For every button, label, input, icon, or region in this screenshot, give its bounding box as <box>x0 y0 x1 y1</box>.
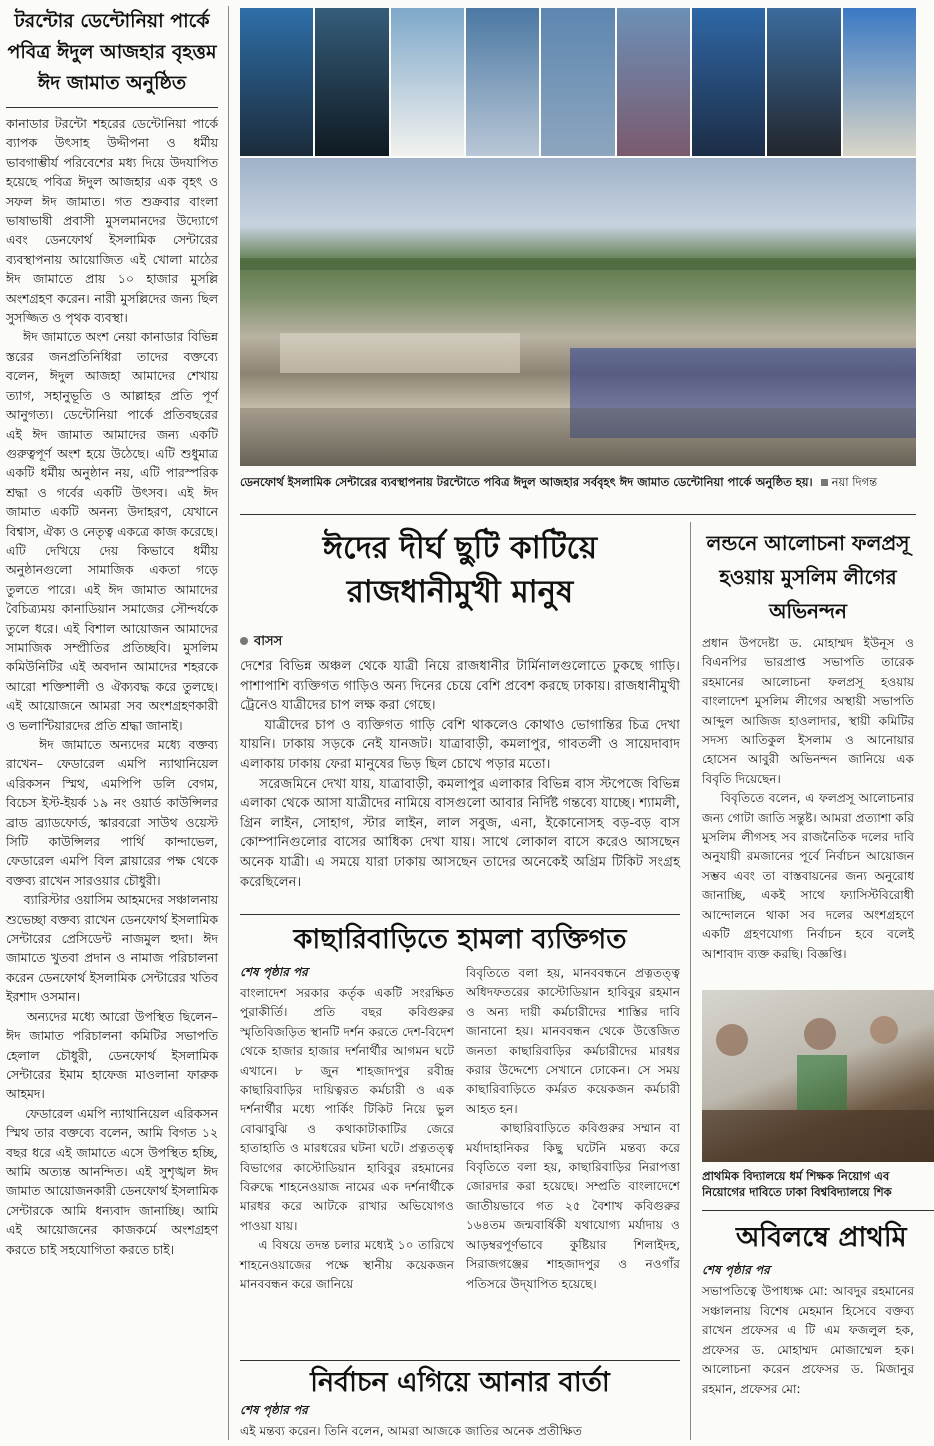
meeting-caption-line1: প্রাথমিক বিদ্যালয়ে ধর্ম শিক্ষক নিয়োগ এব <box>702 1169 890 1183</box>
meeting-caption-line2: নিয়োগের দাবিতে ঢাকা বিশ্ববিদ্যালয়ে শিক <box>702 1185 892 1199</box>
eid-byline: বাসস <box>254 634 283 649</box>
speakers-strip <box>240 8 916 156</box>
crowd-illustration <box>240 158 916 466</box>
speaker-photo <box>466 8 539 156</box>
eid-headline-line2: রাজধানীমুখী মানুষ <box>346 574 574 610</box>
meeting-photo <box>702 990 934 1162</box>
speaker-photo <box>617 8 690 156</box>
crowd-photo <box>240 158 916 466</box>
speaker-photo <box>315 8 388 156</box>
left-headline-rule <box>6 107 218 108</box>
column-divider <box>228 6 229 1440</box>
meeting-caption <box>702 1168 934 1200</box>
primary-headline: অবিলম্বে প্রাথমি <box>736 1222 907 1253</box>
left-article-headline: টরন্টোর ডেন্টোনিয়া পার্কে পবিত্র ঈদুল আজহার বৃহত্তম ঈদ জামাত অনুষ্ঠিত <box>7 10 217 94</box>
election-body: এই মন্তব্য করেন। তিনি বলেন, আমরা আজকে জাতির অনেক প্রতীক্ষিত <box>240 1424 583 1438</box>
speaker-photo <box>391 8 464 156</box>
eid-article <box>240 526 680 892</box>
bullet-square-icon <box>821 479 828 486</box>
eid-body: দেশের বিভিন্ন অঞ্চল থেকে যাত্রী নিয়ে রাজধানীর টার্মিনালগুলোতে ঢুকছে গাড়ি। পাশাপাশি ব্যক্তিগত গাড়িও অন্য দিনের চেয়ে বেশি প্রবেশ করছে ঢাকায়। রাজধানীমুখী ট্রেনেও যাত্রীদের চাপ লক্ষ করা গেছে। যাত্রীদের চাপ ও ব্যক্তিগত গাড়ি বেশি থাকলেও কোথাও ভোগান্তির চিত্র দেখা যায়নি। ঢাকায় সড়কে নেই যানজট। যাত্রাবাড়ী, কমলাপুর, গাবতলী ও সায়েদাবাদ এলাকায় ঢাকায় ফেরা মানুষের ভিড় ছিল চোখে পড়ার মতো। সরেজমিনে দেখা যায়, যাত্রাবাড়ী, কমলাপুর এলাকার বিভিন্ন বাস স্টপেজে বিভিন্ন এলাকা থেকে আসা যাত্রীদের নামিয়ে বাসগুলো আবার নির্দিষ্ট গন্তব্যে যাচ্ছে। শ্যামলী, গ্রিন লাইন, সোহাগ, স্টার লাইন, লাল সবুজ, এনা, ইকোনোসহ বড়-বড় বাস কোম্পানিগুলোর বাসের আধিক্য দেখা যায়। সাথে লোকাল বাসে করেও আসছেন অনেক যাত্রী। এ সময়ে যারা ঢাকায় আসছেন তাদের অনেকেই অগ্রিম টিকিট সংগ্রহ করেছিলেন। <box>240 659 680 890</box>
kachari-bottom-rule <box>240 1360 680 1361</box>
election-continued: শেষ পৃষ্ঠার পর <box>240 1403 308 1417</box>
election-article <box>240 1364 680 1440</box>
meeting-rule <box>702 1210 934 1211</box>
eid-bottom-rule <box>240 914 680 915</box>
speaker-photo <box>692 8 765 156</box>
eid-headline-line1: ঈদের দীর্ঘ ছুটি কাটিয়ে <box>322 530 598 566</box>
election-headline: নির্বাচন এগিয়ে আনার বার্তা <box>310 1367 610 1398</box>
speaker-photo <box>240 8 313 156</box>
meeting-illustration <box>702 990 934 1162</box>
top-photo <box>240 8 916 468</box>
caption-rule <box>240 514 916 515</box>
caption-text: ডেনফোর্থ ইসলামিক সেন্টারের ব্যবস্থাপনায় টরন্টোতে পবিত্র ঈদুল আজহার সর্ববৃহৎ ঈদ জামাত ডেন্টোনিয়া পার্কে অনুষ্ঠিত হয়। <box>240 475 813 489</box>
kachari-continued: শেষ পৃষ্ঠার পর <box>240 965 308 979</box>
speaker-photo <box>843 8 916 156</box>
photo-credit: নয়া দিগন্ত <box>831 475 878 489</box>
london-body: প্রধান উপদেষ্টা ড. মোহাম্মদ ইউনূস ও বিএনপির ভারপ্রাপ্ত সভাপতি তারেক রহমানের আলোচনা ফলপ্রসূ হওয়ায় বাংলাদেশ মুসলিম লীগের অস্থায়ী সভাপতি আব্দুল আজিজ হাওলাদার, স্থায়ী কমিটির সদস্য আতিকুল ইসলাম ও আনোয়ার হোসেন আবুরী অভিনন্দন জানিয়ে এক বিবৃতি দিয়েছেন। বিবৃতিতে বলেন, এ ফলপ্রসূ আলোচনার জন্য গোটা জাতি সন্তুষ্ট। আমরা প্রত্যাশা করি মুসলিম লীগসহ সব রাজনৈতিক দলের দাবি অনুযায়ী রমজানের পূর্বে নির্বাচন আয়োজন সম্ভব এবং তা বাস্তবায়নের জন্য অনুরোধ জানাচ্ছি, একই সাথে ফ্যাসিস্টবিরোধী আন্দোলনে থাকা সব দলের অংশগ্রহণে একটি গ্রহণযোগ্য নির্বাচন হবে বলেই আশাবাদ ব্যক্ত করছি। বিজ্ঞপ্তি। <box>702 636 914 961</box>
kachari-col2: বিবৃতিতে বলা হয়, মানববন্ধনে প্রত্নতত্ত্ব অধিদফতরের কাস্টোডিয়ান হাবিবুর রহমান ও অন্য দায়ী কর্মচারীদের শাস্তির দাবি জানানো হয়। মানববন্ধন থেকে উত্তেজিত জনতা কাছারিবাড়ির কর্মচারীদের মারধর করার উদ্দেশ্যে সেখানে ঢোকেন। সে সময় কাছারিবাড়িতে কর্মরত কয়েকজন কর্মচারী আহত হন। কাছারিবাড়িতে কবিগুরুর সম্মান বা মর্যাদাহানিকর কিছু ঘটেনি মন্তব্য করে বিবৃতিতে বলা হয়, কাছারিবাড়ির নিরাপত্তা জোরদার করা হয়েছে। সম্প্রতি বাংলাদেশে জাতীয়ভাবে গত ২৫ বৈশাখ কবিগুরুর ১৬৪তম জন্মবার্ষিকী যথাযোগ্য মর্যাদায় ও আড়ম্বরপূর্ণভাবে কুষ্টিয়ার শিলাইদহ, সিরাজগঞ্জের শাহজাদপুর ও নওগাঁর পতিসরে উদ্‌যাপিত হয়েছে। <box>466 966 680 1291</box>
primary-continued: শেষ পৃষ্ঠার পর <box>702 1263 770 1277</box>
left-article-body: কানাডার টরন্টো শহরের ডেন্টোনিয়া পার্কে ব্যাপক উৎসাহ উদ্দীপনা ও ধর্মীয় ভাবগাম্ভীর্য পরিবেশের মধ্য দিয়ে উদযাপিত হয়েছে পবিত্র ঈদুল আজহার এক বৃহৎ ও সফল ঈদ জামাত। গত শুক্রবার বাংলা ভাষাভাষী প্রবাসী মুসলমানদের উদ্যোগে এবং ডেনফোর্থ ইসলামিক সেন্টারের ব্যবস্থাপনায় আয়োজিত এই খোলা মাঠের ঈদ জামাতে প্রায় ১০ হাজার মুসল্লি অংশগ্রহণ করেন। নারী মুসল্লিদের জন্য ছিল সুসজ্জিত ও পৃথক ব্যবস্থা। ঈদ জামাতে অংশ নেয়া কানাডার বিভিন্ন স্তরের জনপ্রতিনিধিরা তাদের বক্তব্যে বলেন, ঈদুল আজহা আমাদের শেখায় ত্যাগ, সহানুভূতি ও আল্লাহর প্রতি পূর্ণ আনুগত্য। ডেন্টোনিয়া পার্কে প্রতিবছরের এই ঈদ জামাত আমাদের জন্য একটি গুরুত্বপূর্ণ অংশ হয়ে উঠেছে। এটি শুধুমাত্র একটি ধর্মীয় অনুষ্ঠান নয়, এটি পারস্পরিক শ্রদ্ধা ও গর্বের একটি উৎসব। এই ঈদ জামাত একটি অনন্য উদাহরণ, যেখানে বিশ্বাস, ঐক্য ও নেতৃত্ব একত্রে কাজ করেছে। এটি দেখিয়ে দেয় কিভাবে ধর্মীয় অনুষ্ঠানগুলো সামাজিক একতা গড়ে তুলতে পারে। এই ঈদ জামাত আমাদের বৈচিত্র্যময় কানাডিয়ান সমাজের সৌন্দর্যকে তুলে ধরে। এই বিশাল আয়োজন আমাদের সামাজিক সম্প্রীতির প্রতিচ্ছবি। মুসলিম কমিউনিটির এই অবদান আমাদের শহরকে আরো শক্তিশালী ও ঐক্যবদ্ধ করে তুলছে। এই আয়োজনে আমরা সব অংশগ্রহণকারী ও ভলান্টিয়ারদের প্রতি শ্রদ্ধা জানাই। ঈদ জামাতে অন্যদের মধ্যে বক্তব্য রাখেন– ফেডারেল এমপি ন্যাথানিয়েল এরিকসন স্মিথ, এমপিপি ডলি বেগম, বিচেস ইস্ট-ইয়র্ক ১৯ নং ওয়ার্ড কাউন্সিলর ব্রাড ব্র্যাডফোর্ড, স্কারবরো সাউথ ওয়েস্ট সিটি কাউন্সিলর পার্থি কান্দাভেল, ফেডারেল এমপি বিল ব্লায়ারের পক্ষ থেকে বক্তব্য রাখেন সারওয়ার চৌধুরী। ব্যারিস্টার ওয়াসিম আহমদের সঞ্চালনায় শুভেচ্ছা বক্তব্য রাখেন ডেনফোর্থ ইসলামিক সেন্টারের প্রেসিডেন্ট নাজমুল হুদা। ঈদ জামাতে খুতবা প্রদান ও নামাজ পরিচালনা করেন ডেনফোর্থ ইসলামিক সেন্টারের খতিব ইরশাদ ওসমান। অন্যদের মধ্যে আরো উপস্থিত ছিলেন– ঈদ জামাত পরিচালনা কমিটির সভাপতি হেলাল চৌধুরী, ডেনফোর্থ ইসলামিক সেন্টারের ইমাম হাফেজ মাওলানা ফারুক আহমদ। ফেডারেল এমপি ন্যাথানিয়েল এরিকসন স্মিথ তার বক্তব্যে বলেন, আমি বিগত ১২ বছর ধরে এই জামাতে এসে উপস্থিত হচ্ছি, আমি অত্যন্ত আনন্দিত। এই সুশৃঙ্খল ঈদ জামাত আয়োজনকারী ডেনফোর্থ ইসলামিক সেন্টারকে আমি ধন্যবাদ জানাচ্ছি। আমি এই আয়োজনের কাজকর্মে অংশগ্রহণ করতে চাই সহযোগিতা করতে চাই। <box>6 116 219 1257</box>
photo-caption <box>240 474 916 490</box>
kachari-col1: বাংলাদেশ সরকার কর্তৃক একটি সংরক্ষিত পুরাকীর্তি। প্রতি বছর কবিগুরুর স্মৃতিবিজড়িত স্থানটি দর্শন করতে দেশ-বিদেশ থেকে হাজার হাজার দর্শনার্থীর আগমন ঘটে এখানে। ৮ জুন শাহজাদপুর রবীন্দ্র কাছারিবাড়ির দায়িত্বরত কর্মচারী ও এক দর্শনার্থীর মধ্যে পার্কিং টিকিট নিয়ে ভুল বোঝাবুঝি ও কথাকাটাকাটির জেরে হাতাহাতি ও মারধরের ঘটনা ঘটে। প্রত্নতত্ত্ব বিভাগের কাস্টোডিয়ান হাবিবুর রহমানের বিরুদ্ধে শাহনেওয়াজ নামের এক দর্শনার্থীকে মারধর করে আটকে রাখার অভিযোগও পাওয়া যায়। এ বিষয়ে তদন্ত চলার মধ্যেই ১০ তারিখে শাহনেওয়াজের পক্ষে স্থানীয় কয়েকজন মানববন্ধন করে জানিয়ে <box>240 986 454 1292</box>
speaker-photo <box>767 8 840 156</box>
speaker-photo <box>541 8 614 156</box>
london-article <box>702 526 914 964</box>
right-column-divider <box>690 522 691 1440</box>
kachari-headline: কাছারিবাড়িতে হামলা ব্যক্তিগত <box>293 924 627 955</box>
primary-body: সভাপতিত্বে উপাধ্যক্ষ মো: আবদুর রহমানের সঞ্চালনায় বিশেষ মেহমান হিসেবে বক্তব্য রাখেন প্রফেসর এ টি এম ফজলুল হক, প্রফেসর ড. মোহাম্মদ মোজাম্মেল হক। আলোচনা করেন প্রফেসর ড. মিজানুর রহমান, প্রফেসর মো: <box>702 1284 918 1396</box>
london-headline: লন্ডনে আলোচনা ফলপ্রসূ হওয়ায় মুসলিম লীগের অভিনন্দন <box>706 531 910 623</box>
byline-bullet-icon <box>240 637 248 645</box>
primary-article <box>702 1214 934 1400</box>
kachari-article <box>240 920 680 1295</box>
left-article <box>6 6 218 1436</box>
